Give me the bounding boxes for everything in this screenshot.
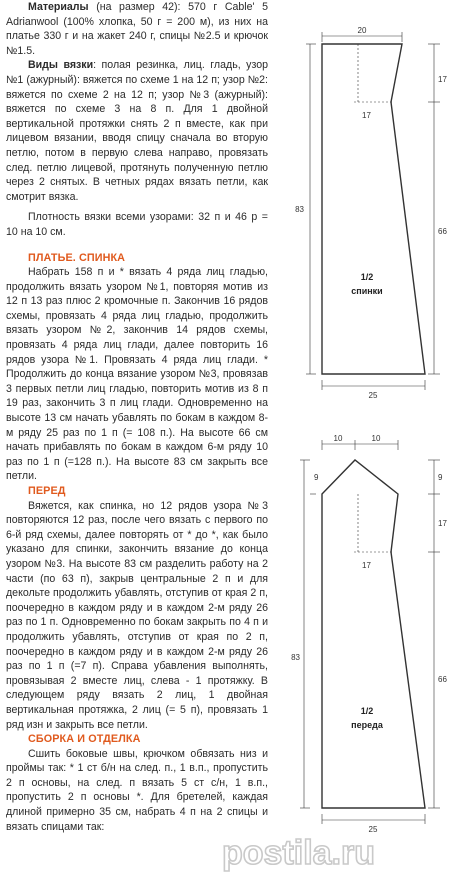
density-paragraph: Плотность вязки всеми узорами: 32 п и 46 р = 10 на 10 см.: [6, 211, 268, 238]
watermark-logo: [212, 826, 458, 876]
materials-label: Материалы: [28, 1, 89, 13]
front-dim-right-top: 9: [438, 473, 443, 482]
front-paragraph: Вяжется, как спинка, но 12 рядов узора №3 повторяются 12 раз, после чего вязать с первого по 6-й ряд схемы, далее повторять от * до *, как было указано для спинки, закончить вязание до конца узором №3. На высоте 83 см разделить работу на 2 части (по 63 п), закрыв центральные 2 п и для декольте продолжить убавлять, отступив от края 2 п, поочередно в каждом ряду и в каждом 2-м ряду 26 раз по 1 п. Одновременно по бокам закрыть по 4 п и продолжить убавлять, отступив от края по 2 п, поочередно в каждом ряду и в каждом 2-м ряду 26 раз по 1 п (=7 п). Справа убавления выполнять, провязывая 2 вместе лиц, слева - 1 протяжку. В следующем ряду вязать 2 лиц, 1 двойная вертикальная протяжка, 2 лиц (= 5 п), провязать 1 ряд изн и закрыть все петли.: [6, 499, 268, 731]
stitches-paragraph: [6, 58, 268, 204]
front-pattern-diagram: [270, 432, 460, 832]
back-pattern-outline: [322, 44, 425, 374]
front-dim-bottom: 25: [368, 825, 378, 832]
back-dim-inner: 17: [362, 111, 371, 120]
back-dim-right-lower: 66: [438, 227, 447, 236]
instructions-column: [6, 0, 268, 834]
front-dim-inner: 17: [362, 561, 371, 570]
stitches-text: : полая резинка, лиц. гладь, узор №1 (ажурный): вяжется по схеме 1 на 12 п; узор №2: вяжется по схеме 2 на 12 п; узор №3 (ажурный): вяжется по схеме 3 на 8 п. Для 1 двойной вертикальной протяжки снять 2 п вместе, как при лицевом вязании, вводя спицу сначала во вторую петлю, потом в первую слева направо, провязать след. петлю лицевой, протянуть полученную петлю через 2 снятых. В четных рядах вязать петли, как смотрит вязка.: [6, 59, 268, 203]
assembly-heading: СБОРКА И ОТДЕЛКА: [28, 733, 141, 746]
back-label-name: спинки: [351, 286, 383, 296]
back-dim-bottom: 25: [368, 391, 378, 400]
front-dim-right-lower: 66: [438, 675, 447, 684]
assembly-paragraph: Сшить боковые швы, крючком обвязать низ и проймы так: * 1 ст б/н на след. п., 1 в.п., пропустить 2 п основы, на след. п вязать 5 ст с/н, 1 в.п., пропустить 2 п основы *. Для бретелей, каждая длиной примерно 35 см, набрать 4 п на 2 спицы и вязать спицами так:: [6, 747, 268, 833]
back-dim-left-total: 83: [295, 205, 304, 214]
front-dim-left-total: 83: [291, 653, 300, 662]
back-paragraph: Набрать 158 п и * вязать 4 ряда лиц гладью, продолжить вязать узором №1, повторяя мотив из 12 п 13 раз плюс 2 кромочные п. Закончив 16 рядов схемы, провязать 4 ряда лиц гладью, продолжить вязать узором №2, закончив 14 рядов схемы, провязать 4 ряда лиц глади, далее повторить 16 рядов узора №1. Провязать 4 ряда лиц глади. * Продолжить до конца вязание узором №3, провязав 3 первых петли лиц гладью, повторить мотив из 8 п 19 раз, закончить 3 п лиц глади. Одновременно на высоте 13 см начать убавлять по бокам в каждом 8-м ряду 25 раз по 1 п (= 108 п.). На высоте 66 см начать прибавлять по бокам в каждом 6-м ряду 10 раз по 1 п (=128 п.). На высоте 83 см закрыть все петли.: [6, 266, 268, 483]
stitches-label: Виды вязки: [28, 59, 94, 72]
front-label-name: переда: [351, 720, 383, 730]
front-label-fraction: 1/2: [360, 706, 374, 716]
back-dim-top: 20: [357, 26, 367, 35]
back-pattern-diagram: [270, 22, 460, 422]
back-heading: ПЛАТЬЕ. СПИНКА: [28, 251, 126, 264]
watermark-text: postila.ru: [222, 834, 376, 872]
back-dim-right-upper: 17: [438, 75, 447, 84]
back-label-fraction: 1/2: [360, 272, 374, 282]
materials-text: (на размер 42): 570 г Cable' 5 Adrianwool (100% хлопка, 50 г = 200 м), из них на платье 330 г и на жакет 240 г, спицы №2.5 и крючок №1.5.: [6, 1, 269, 57]
front-dim-top-left: 10: [333, 434, 343, 443]
front-dim-right-upper: 17: [438, 519, 447, 528]
front-dim-left-top: 9: [314, 473, 319, 482]
front-heading: ПЕРЕД: [28, 485, 66, 497]
materials-paragraph: [6, 0, 268, 58]
front-pattern-outline: [322, 460, 425, 808]
front-dim-top-right: 10: [371, 434, 381, 443]
